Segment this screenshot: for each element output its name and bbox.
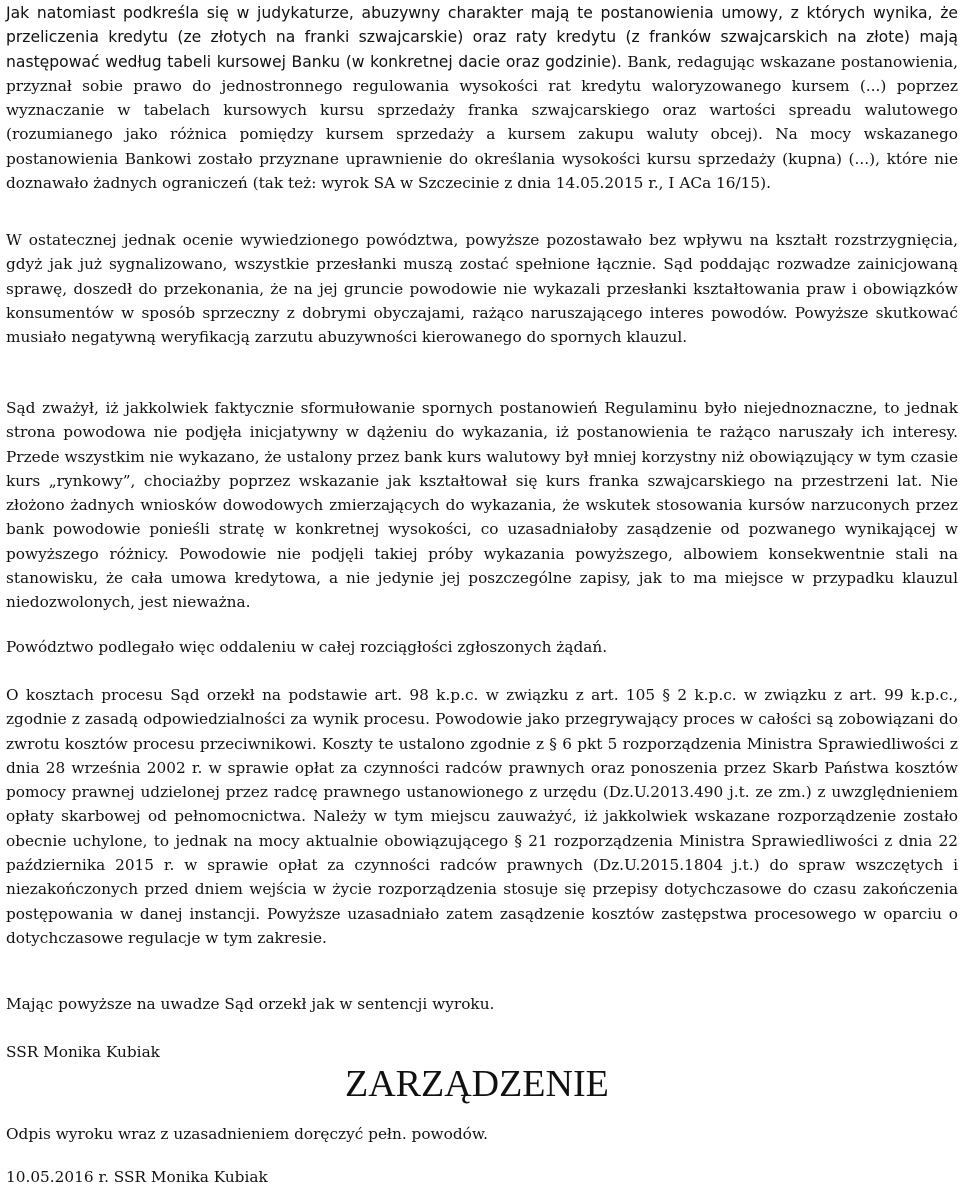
paragraph-4: Powództwo podlegało więc oddaleniu w całej rozciągłości zgłoszonych żądań. bbox=[6, 638, 608, 656]
order-text: Odpis wyroku wraz z uzasadnieniem doręczyć pełn. powodów. bbox=[6, 1125, 488, 1143]
signature-1: SSR Monika Kubiak bbox=[6, 1043, 160, 1061]
paragraph-3: Sąd zważył, iż jakkolwiek faktycznie sformułowanie spornych postanowień Regulaminu było niejednoznaczne, to jednak strona powodowa nie podjęła inicjatywny w dążeniu do wykazania, iż postanowienia te rażąco naruszały ich interesy. Przede wszystkim nie wykazano, że ustalony przez bank kurs walutowy był mniej korzystny niż obowiązujący w tym czasie kurs „rynkowy”, chociażby poprzez wskazanie jak kształtował się kurs franka szwajcarskiego na przestrzeni lat. Nie złożono żadnych wniosków dowodowych zmierzających do wykazania, że wskutek stosowania kursów narzuconych przez bank powodowie ponieśli stratę w konkretnej wysokości, co uzasadniałoby zasądzenie od pozwanego wynikającej w powyższego różnicy. Powodowie nie podjęli takiej próby wykazania powyższego, albowiem konsekwentnie stali na stanowisku, że cała umowa kredytowa, a nie jedynie jej poszczególne zapisy, jak to ma miejsce w przypadku klauzul niedozwolonych, jest nieważna. bbox=[6, 399, 958, 612]
paragraph-2: W ostatecznej jednak ocenie wywiedzionego powództwa, powyższe pozostawało bez wpływu na kształt rozstrzygnięcia, gdyż jak już sygnalizowano, wszystkie przesłanki muszą zostać spełnione łącznie. Sąd poddając rozwadze zainicjowaną sprawę, doszedł do przekonania, że na jej gruncie powodowie nie wykazali przesłanki kształtowania praw i obowiązków konsumentów w sposób sprzeczny z dobrymi obyczajami, rażąco naruszającego interes powodów. Powyższe skutkować musiało negatywną weryfikacją zarzutu abuzywności kierowanego do spornych klauzul. bbox=[6, 231, 958, 347]
paragraph-1 bbox=[6, 1, 958, 195]
paragraph-1-part-b: Bank, redagując wskazane postanowienia, przyznał sobie prawo do jednostronnego regulowania wysokości rat kredytu waloryzowanego kursem (...) poprzez wyznaczanie w tabelach kursowych kursu sprzedaży franka szwajcarskiego oraz wartości spreadu walutowego (rozumianego jako różnica pomiędzy kursem sprzedaży a kursem zakupu waluty obcej). Na mocy wskazanego postanowienia Bankowi zostało przyznane uprawnienie do określania wysokości kursu sprzedaży (kupna) (...), które nie doznawało żadnych ograniczeń (tak też: wyrok SA w Szczecinie z dnia 14.05.2015 r., I ACa 16/15). bbox=[6, 52, 958, 193]
paragraph-1-part-a: Jak natomiast podkreśla się w judykaturze, abuzywny charakter mają te postanowienia umowy, z których wynika, że przeliczenia kredytu (ze złotych na franki szwajcarskie) oraz raty kredytu (z franków szwajcarskich na złote) mają następować według tabeli kursowej Banku (w konkretnej dacie oraz godzinie). bbox=[6, 4, 958, 71]
paragraph-6: Mając powyższe na uwadze Sąd orzekł jak w sentencji wyroku. bbox=[6, 995, 495, 1013]
page-title: ZARZĄDZENIE bbox=[345, 1063, 609, 1105]
paragraph-5: O kosztach procesu Sąd orzekł na podstawie art. 98 k.p.c. w związku z art. 105 § 2 k.p.c. w związku z art. 99 k.p.c., zgodnie z zasadą odpowiedzialności za wynik procesu. Powodowie jako przegrywający proces w całości są zobowiązani do zwrotu kosztów procesu przeciwnikowi. Koszty te ustalono zgodnie z § 6 pkt 5 rozporządzenia Ministra Sprawiedliwości z dnia 28 września 2002 r. w sprawie opłat za czynności radców prawnych oraz ponoszenia przez Skarb Państwa kosztów pomocy prawnej udzielonej przez radcę prawnego ustanowionego z urzędu (Dz.U.2013.490 j.t. ze zm.) z uwzględnieniem opłaty skarbowej od pełnomocnictwa. Należy w tym miejscu zauważyć, iż jakkolwiek wskazane rozporządzenie zostało obecnie uchylone, to jednak na mocy aktualnie obowiązującego § 21 rozporządzenia Ministra Sprawiedliwości z dnia 22 października 2015 r. w sprawie opłat za czynności radców prawnych (Dz.U.2015.1804 j.t.) do spraw wszczętych i niezakończonych przed dniem wejścia w życie rozporządzenia stosuje się przepisy dotychczasowe do czasu zakończenia postępowania w danej instancji. Powyższe uzasadniało zatem zasądzenie kosztów zastępstwa procesowego w oparciu o dotychczasowe regulacje w tym zakresie. bbox=[6, 686, 958, 947]
date-signature: 10.05.2016 r. SSR Monika Kubiak bbox=[6, 1168, 268, 1186]
